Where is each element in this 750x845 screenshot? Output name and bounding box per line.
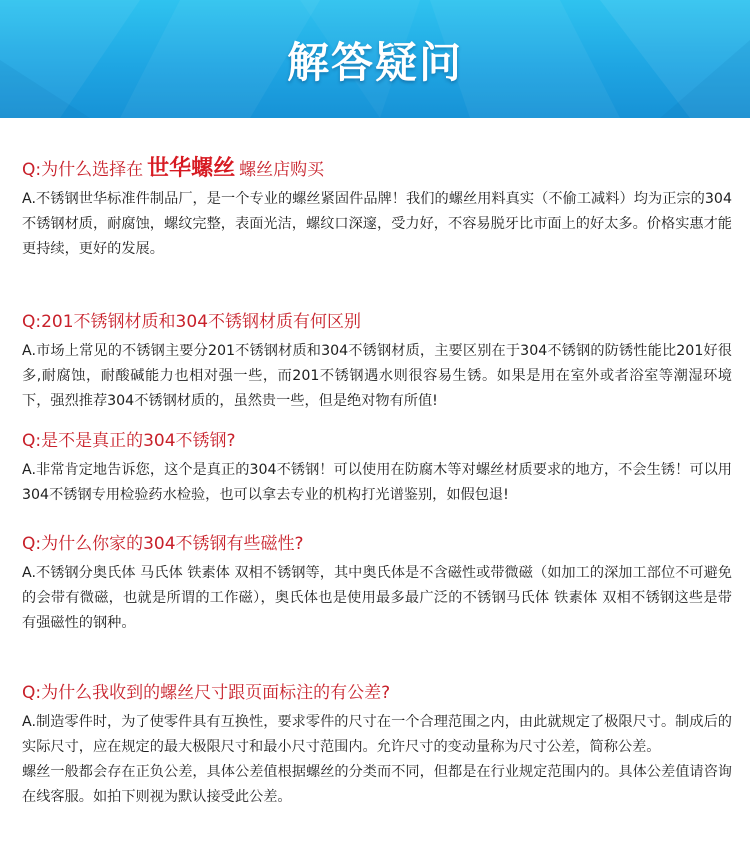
faq-item — [22, 430, 732, 508]
answer-text: A.制造零件时，为了使零件具有互换性，要求零件的尺寸在一个合理范围之内，由此就规定了极限尺寸。制成后的实际尺寸，应在规定的最大极限尺寸和最小尺寸范围内。允许尺寸的变动量称为尺寸公差，简称公差。 — [22, 714, 732, 755]
faq-answer — [22, 339, 732, 414]
answer-text: 螺丝一般都会存在正负公差，具体公差值根据螺丝的分类而不同，但都是在行业规定范围内的。具体公差值请咨询在线客服。如拍下则视为默认接受此公差。 — [22, 764, 732, 805]
header-banner — [0, 0, 750, 118]
faq-item — [22, 311, 732, 414]
answer-text: A.不锈钢世华标准件制品厂，是一个专业的螺丝紧固件品牌！我们的螺丝用料真实（不偷工减料）均为正宗的304不锈钢材质，耐腐蚀，螺纹完整，表面光洁，螺纹口深邃，受力好，不容易脱牙比市面上的好太多。价格实惠才能更持续，更好的发展。 — [22, 191, 732, 257]
faq-item — [22, 682, 732, 810]
brand-name: 世华螺丝 — [147, 156, 236, 181]
faq-answer — [22, 458, 732, 508]
faq-answer — [22, 561, 732, 636]
faq-question: Q:是不是真正的304不锈钢? — [22, 431, 236, 451]
question-prefix: Q:为什么选择在 — [22, 160, 144, 180]
faq-item — [22, 158, 732, 262]
question-suffix: 螺丝店购买 — [239, 160, 325, 180]
faq-answer — [22, 710, 732, 810]
faq-question — [22, 158, 732, 181]
faq-answer — [22, 187, 732, 262]
faq-item — [22, 533, 732, 636]
answer-text: A.市场上常见的不锈钢主要分201不锈钢材质和304不锈钢材质，主要区别在于304不锈钢的防锈性能比201好很多,耐腐蚀，耐酸碱能力也相对强一些，而201不锈钢遇水则很容易生锈。如果是用在室外或者浴室等潮湿环境下，强烈推荐304不锈钢材质的，虽然贵一些，但是绝对物有所值! — [22, 343, 732, 409]
faq-question: Q:为什么我收到的螺丝尺寸跟页面标注的有公差? — [22, 683, 391, 703]
answer-text: A.非常肯定地告诉您，这个是真正的304不锈钢！可以使用在防腐木等对螺丝材质要求的地方，不会生锈！可以用304不锈钢专用检验药水检验，也可以拿去专业的机构打光谱鉴别，如假包退! — [22, 462, 732, 503]
page-title: 解答疑问 — [286, 38, 463, 87]
faq-question: Q:201不锈钢材质和304不锈钢材质有何区别 — [22, 312, 362, 332]
faq-question: Q:为什么你家的304不锈钢有些磁性? — [22, 534, 304, 554]
answer-text: A.不锈钢分奥氏体 马氏体 铁素体 双相不锈钢等，其中奥氏体是不含磁性或带微磁（如加工的深加工部位不可避免的会带有微磁，也就是所谓的工作磁），奥氏体也是使用最多最广泛的不锈钢马氏体 铁素体 双相不锈钢这些是带有强磁性的钢种。 — [22, 565, 732, 631]
